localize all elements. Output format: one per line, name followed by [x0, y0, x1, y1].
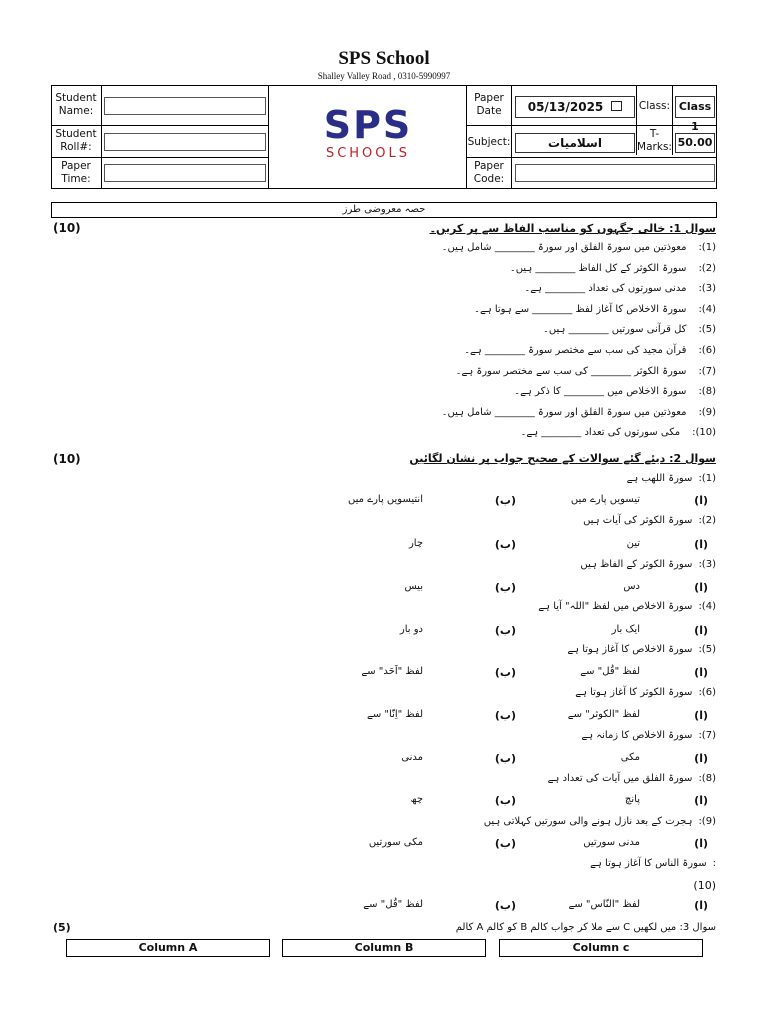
q1-item-number: (6):: [698, 345, 716, 356]
q2-question: [548, 773, 716, 784]
option-b-text: انتیسویں پارے میں: [348, 494, 423, 505]
paper-date-label: Paper Date: [474, 92, 504, 117]
q1-item: [442, 407, 716, 418]
student-roll-label: Student Roll#:: [55, 128, 97, 153]
divider: [672, 85, 673, 155]
option-b-marker[interactable]: (ب): [494, 538, 516, 551]
option-b-marker[interactable]: (ب): [494, 752, 516, 765]
q1-item-number: (5):: [698, 324, 716, 335]
q2-question-text: سورۃ الناس کا آغاز ہوتا ہے: [590, 858, 707, 869]
paper-date-value: 05/13/2025: [527, 100, 604, 114]
q2-marks: (10): [53, 452, 81, 466]
q1-item: [474, 304, 716, 315]
option-b-marker[interactable]: (ب): [494, 899, 516, 912]
t-marks-label: T-Marks:: [637, 128, 672, 153]
divider: [101, 85, 102, 189]
q1-item: [543, 324, 716, 335]
q2-question: [538, 601, 716, 612]
q1-item-number: (3):: [698, 283, 716, 294]
option-a-text: تین: [626, 538, 640, 549]
class-label: Class:: [638, 100, 671, 112]
q1-item-number: (9):: [698, 407, 716, 418]
student-name-label: Student Name:: [55, 92, 97, 117]
option-b-marker[interactable]: (ب): [494, 581, 516, 594]
q2-question: [575, 687, 716, 698]
option-a-marker[interactable]: (ا): [694, 752, 708, 765]
q1-item: [510, 263, 716, 274]
school-logo: SPS: [323, 103, 413, 147]
subject-label: Subject:: [467, 136, 511, 148]
q2-question-text: ہجرت کے بعد نازل ہونے والی سورتیں کہلاتی ہیں: [483, 816, 693, 827]
q2-question-number: (1):: [698, 473, 716, 484]
q1-item: [456, 366, 716, 377]
column-a-header: Column A: [66, 939, 270, 957]
q2-question-text: سورۃ اللھب ہے: [626, 473, 693, 484]
option-b-marker[interactable]: (ب): [494, 624, 516, 637]
option-a-text: لفظ "قُل" سے: [580, 666, 640, 677]
divider: [51, 125, 268, 126]
q1-item: [464, 345, 716, 356]
option-a-text: مکی: [620, 752, 640, 763]
q2-question-number: (8):: [698, 773, 716, 784]
option-a-marker[interactable]: (ا): [694, 899, 708, 912]
q1-item-text: سورۃ الکوثر ________ کی سب سے مختصر سورۃ ہے۔: [455, 366, 687, 377]
q2-question-number: (9):: [698, 816, 716, 827]
paper-code-label: Paper Code:: [473, 160, 505, 185]
q1-item-number: (2):: [698, 263, 716, 274]
option-b-text: دو بار: [399, 624, 423, 635]
q1-item-text: کل قرآنی سورتیں ________ ہیں۔: [543, 324, 687, 335]
option-a-text: دس: [623, 581, 640, 592]
option-a-text: لفظ "النّاس" سے: [568, 899, 640, 910]
t-marks-field[interactable]: 50.00: [675, 133, 715, 153]
option-b-marker[interactable]: (ب): [494, 709, 516, 722]
school-logo-sub: SCHOOLS: [325, 146, 411, 161]
class-field[interactable]: Class 1: [675, 96, 715, 118]
q1-item: [442, 242, 716, 253]
divider: [268, 85, 269, 189]
option-a-marker[interactable]: (ا): [694, 794, 708, 807]
option-b-text: لفظ "اِنّا" سے: [366, 709, 423, 720]
option-b-marker[interactable]: (ب): [494, 666, 516, 679]
q2-question-text: سورۃ الاخلاص کا آغاز ہوتا ہے: [567, 644, 693, 655]
q3-heading: سوال 3: میں لکھیں C سے ملا کر جواب کالم B کو کالم A کالم: [455, 922, 716, 933]
q2-question: [484, 816, 716, 827]
q2-question: [583, 515, 716, 526]
q2-question-number: (7):: [698, 730, 716, 741]
q1-item: [514, 386, 716, 397]
q2-question-text: سورۃ الاخلاص کا زمانہ ہے: [581, 730, 693, 741]
q1-marks: (10): [53, 221, 81, 235]
q2-question: [580, 559, 716, 570]
option-a-marker[interactable]: (ا): [694, 666, 708, 679]
option-a-text: پانچ: [624, 794, 640, 805]
q2-question: [567, 644, 716, 655]
option-b-text: چھ: [410, 794, 423, 805]
student-roll-field[interactable]: [104, 133, 266, 151]
q2-question-number: (4):: [698, 601, 716, 612]
column-c-header: Column c: [499, 939, 703, 957]
option-b-marker[interactable]: (ب): [494, 837, 516, 850]
school-address: Shalley Valley Road , 0310-5990997: [317, 71, 451, 81]
q1-item-text: مدنی سورتوں کی تعداد ________ ہے۔: [524, 283, 687, 294]
option-a-text: مدنی سورتیں: [583, 837, 640, 848]
q2-heading: سوال 2: دیئے گئے سوالات کے صحیح جواب پر نشان لگائیں: [409, 452, 716, 465]
divider: [51, 157, 268, 158]
q3-marks: (5): [53, 921, 71, 934]
paper-time-label: Paper Time:: [61, 160, 91, 185]
q1-item-number: (7):: [698, 366, 716, 377]
option-b-marker[interactable]: (ب): [494, 494, 516, 507]
option-a-text: ایک بار: [611, 624, 640, 635]
q2-question-text: سورۃ الکوثر کی آیات ہیں: [583, 515, 693, 526]
paper-time-field[interactable]: [104, 164, 266, 182]
q2-question: [627, 473, 716, 484]
q1-item-number: (10):: [692, 427, 716, 438]
q2-question: [581, 730, 716, 741]
q1-item-text: سورۃ الاخلاص میں ________ کا ذکر ہے۔: [514, 386, 687, 397]
q1-item-number: (8):: [698, 386, 716, 397]
q2-question-text: سورۃ الفلق میں آیات کی تعداد ہے: [547, 773, 693, 784]
option-a-text: لفظ "الکوثر" سے: [567, 709, 640, 720]
option-a-marker[interactable]: (ا): [694, 709, 708, 722]
option-a-marker[interactable]: (ا): [694, 494, 708, 507]
q1-item-text: سورۃ الاخلاص کا آغاز لفظ ________ سے ہوتا ہے۔: [474, 304, 687, 315]
q1-item-text: معوذتین میں سورۃ الفلق اور سورۃ ________ شامل ہیں۔: [441, 242, 687, 253]
q2-question-number: (6):: [698, 687, 716, 698]
q1-item-number: (1):: [698, 242, 716, 253]
q1-item: [521, 427, 716, 438]
option-a-marker[interactable]: (ا): [694, 581, 708, 594]
student-name-field[interactable]: [104, 97, 266, 115]
option-a-marker[interactable]: (ا): [694, 837, 708, 850]
q2-question-number: (5):: [698, 644, 716, 655]
divider: [466, 157, 717, 158]
q2-question-text: سورۃ الکوثر کے الفاظ ہیں: [580, 559, 693, 570]
q2-question-number: :: [712, 858, 716, 869]
q1-item-text: قرآن مجید کی سب سے مختصر سورۃ ________ ہے۔: [464, 345, 687, 356]
option-a-text: تیسویں پارے میں: [570, 494, 640, 505]
divider: [511, 85, 512, 189]
paper-date-input[interactable]: [515, 96, 635, 118]
q1-item-number: (4):: [698, 304, 716, 315]
q1-item-text: معوذتین میں سورۃ الفلق اور سورۃ ________ شامل ہیں۔: [441, 407, 687, 418]
q2-extra-number: (10): [693, 879, 716, 892]
q1-item-text: مکی سورتوں کی تعداد ________ ہے۔: [520, 427, 681, 438]
option-a-marker[interactable]: (ا): [694, 624, 708, 637]
option-b-marker[interactable]: (ب): [494, 794, 516, 807]
q2-question-text: سورۃ الکوثر کا آغاز ہوتا ہے: [575, 687, 693, 698]
q2-question-number: (2):: [698, 515, 716, 526]
section-title: حصہ معروضی طرز: [51, 202, 717, 218]
option-b-text: بیس: [404, 581, 423, 592]
q2-question: [590, 858, 716, 869]
option-a-marker[interactable]: (ا): [694, 538, 708, 551]
option-b-text: لفظ "اَحَد" سے: [361, 666, 423, 677]
option-b-text: مدنی: [401, 752, 423, 763]
q1-item-text: سورۃ الکوثر کے کل الفاظ ________ ہیں۔: [509, 263, 687, 274]
option-b-text: لفظ "قُل" سے: [363, 899, 423, 910]
option-b-text: چار: [408, 538, 423, 549]
school-name: SPS School: [338, 48, 430, 69]
q1-item: [524, 283, 716, 294]
q1-heading: سوال 1: خالی جگہوں کو مناسب الفاظ سے پر کریں۔: [429, 222, 716, 235]
q2-question-text: سورۃ الاخلاص میں لفظ "اللہ" آیا ہے: [538, 601, 693, 612]
calendar-icon[interactable]: [611, 101, 622, 111]
option-b-text: مکی سورتیں: [368, 837, 423, 848]
column-b-header: Column B: [282, 939, 486, 957]
paper-code-field[interactable]: [515, 164, 715, 182]
divider: [466, 125, 717, 126]
subject-field[interactable]: اسلامیات: [515, 133, 635, 153]
q2-question-number: (3):: [698, 559, 716, 570]
